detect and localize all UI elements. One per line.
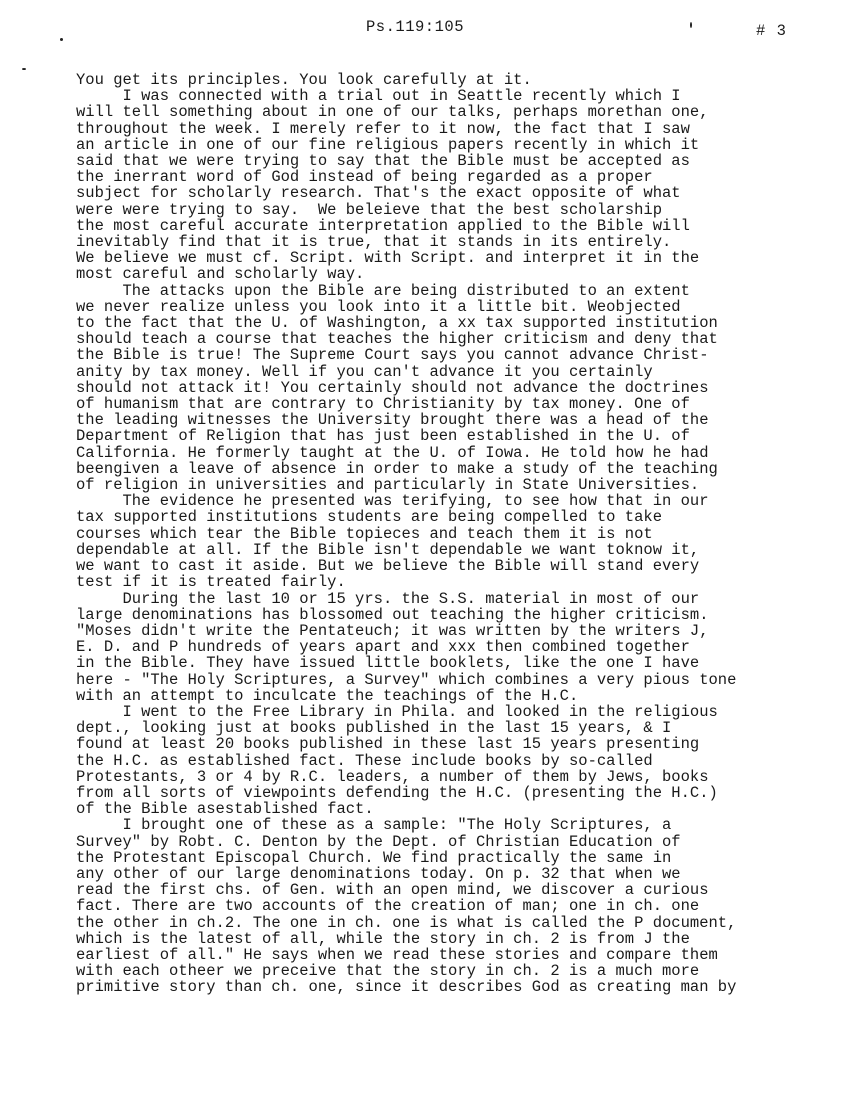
scripture-reference: Ps.119:105 xyxy=(366,18,465,36)
text-line: we never realize unless you look into it a little bit. Weobjected xyxy=(76,297,681,316)
text-line: the leading witnesses the University brought there was a head of the xyxy=(76,411,709,430)
text-line: which is the latest of all, while the story in ch. 2 is from J the xyxy=(76,929,690,948)
text-line: Department of Religion that has just been established in the U. of xyxy=(76,427,690,446)
text-line: You get its principles. You look carefully at it. xyxy=(76,71,532,89)
text-line: During the last 10 or 15 yrs. the S.S. material in most of our xyxy=(76,589,700,608)
text-line: most careful and scholarly way. xyxy=(76,265,365,284)
text-line: large denominations has blossomed out teaching the higher criticism. xyxy=(76,605,709,624)
text-line: I was connected with a trial out in Seattle recently which I xyxy=(76,87,681,106)
text-line: should teach a course that teaches the higher criticism and deny that xyxy=(76,330,718,349)
text-line: I brought one of these as a sample: "The Holy Scriptures, a xyxy=(76,816,672,835)
text-line: We believe we must cf. Script. with Script. and interpret it in the xyxy=(76,249,700,268)
text-line: we want to cast it aside. But we believe the Bible will stand every xyxy=(76,557,700,576)
text-line: said that we were trying to say that the Bible must be accepted as xyxy=(76,152,690,171)
text-line: with each otheer we preceive that the story in ch. 2 is a much more xyxy=(76,962,700,981)
text-line: to the fact that the U. of Washington, a xx tax supported institution xyxy=(76,314,718,333)
text-line: the inerrant word of God instead of being regarded as a proper xyxy=(76,168,653,187)
text-line: from all sorts of viewpoints defending the H.C. (presenting the H.C.) xyxy=(76,783,718,802)
text-line: I went to the Free Library in Phila. and looked in the religious xyxy=(76,702,718,721)
text-line: primitive story than ch. one, since it describes God as creating man by xyxy=(76,978,737,997)
text-line: read the first chs. of Gen. with an open mind, we discover a curious xyxy=(76,881,709,900)
text-line: tax supported institutions students are being compelled to take xyxy=(76,508,662,527)
body-text xyxy=(76,72,816,996)
text-line: the Bible is true! The Supreme Court says you cannot advance Christ- xyxy=(76,346,709,365)
text-line: the most careful accurate interpretation applied to the Bible will xyxy=(76,216,690,235)
text-line: test if it is treated fairly. xyxy=(76,573,346,592)
text-line: the Protestant Episcopal Church. We find practically the same in xyxy=(76,848,672,867)
text-line: anity by tax money. Well if you can't advance it you certainly xyxy=(76,362,653,381)
text-line: Protestants, 3 or 4 by R.C. leaders, a number of them by Jews, books xyxy=(76,767,709,786)
text-line: "Moses didn't write the Pentateuch; it was written by the writers J, xyxy=(76,621,709,640)
text-line: here - "The Holy Scriptures, a Survey" which combines a very pious tone xyxy=(76,670,737,689)
text-line: should not attack it! You certainly should not advance the doctrines xyxy=(76,378,709,397)
text-line: any other of our large denominations today. On p. 32 that when we xyxy=(76,864,681,883)
text-line: throughout the week. I merely refer to it now, the fact that I saw xyxy=(76,119,690,138)
page-number: # 3 xyxy=(756,22,787,40)
text-line: dept., looking just at books published in the last 15 years, & I xyxy=(76,719,672,738)
text-line: were were trying to say. We beleieve that the best scholarship xyxy=(76,200,662,219)
text-line: E. D. and P hundreds of years apart and xxx then combined together xyxy=(76,638,690,657)
text-line: in the Bible. They have issued little booklets, like the one I have xyxy=(76,654,700,673)
text-line: California. He formerly taught at the U. of Iowa. He told how he had xyxy=(76,443,709,462)
text-line: dependable at all. If the Bible isn't dependable we want toknow it, xyxy=(76,540,700,559)
text-line: of humanism that are contrary to Christianity by tax money. One of xyxy=(76,395,690,414)
text-line: subject for scholarly research. That's the exact opposite of what xyxy=(76,184,681,203)
margin-speck xyxy=(60,38,63,41)
text-line: courses which tear the Bible topieces and teach them it is not xyxy=(76,524,653,543)
text-line: beengiven a leave of absence in order to make a study of the teaching xyxy=(76,459,718,478)
text-line: of religion in universities and particularly in State Universities. xyxy=(76,476,700,495)
margin-speck xyxy=(690,22,692,28)
text-line: found at least 20 books published in these last 15 years presenting xyxy=(76,735,700,754)
text-line: Survey" by Robt. C. Denton by the Dept. of Christian Education of xyxy=(76,832,681,851)
text-line: earliest of all." He says when we read these stories and compare them xyxy=(76,945,718,964)
text-line: of the Bible asestablished fact. xyxy=(76,800,374,819)
text-line: The attacks upon the Bible are being distributed to an extent xyxy=(76,281,690,300)
text-line: an article in one of our fine religious papers recently in which it xyxy=(76,135,700,154)
text-line: with an attempt to inculcate the teachings of the H.C. xyxy=(76,686,579,705)
text-line: the H.C. as established fact. These include books by so-called xyxy=(76,751,653,770)
text-line: inevitably find that it is true, that it stands in its entirely. xyxy=(76,233,672,252)
text-line: the other in ch.2. The one in ch. one is what is called the P document, xyxy=(76,913,737,932)
margin-speck xyxy=(22,68,26,70)
text-line: The evidence he presented was terifying, to see how that in our xyxy=(76,492,709,511)
text-line: fact. There are two accounts of the creation of man; one in ch. one xyxy=(76,897,700,916)
text-line: will tell something about in one of our talks, perhaps morethan one, xyxy=(76,103,709,122)
